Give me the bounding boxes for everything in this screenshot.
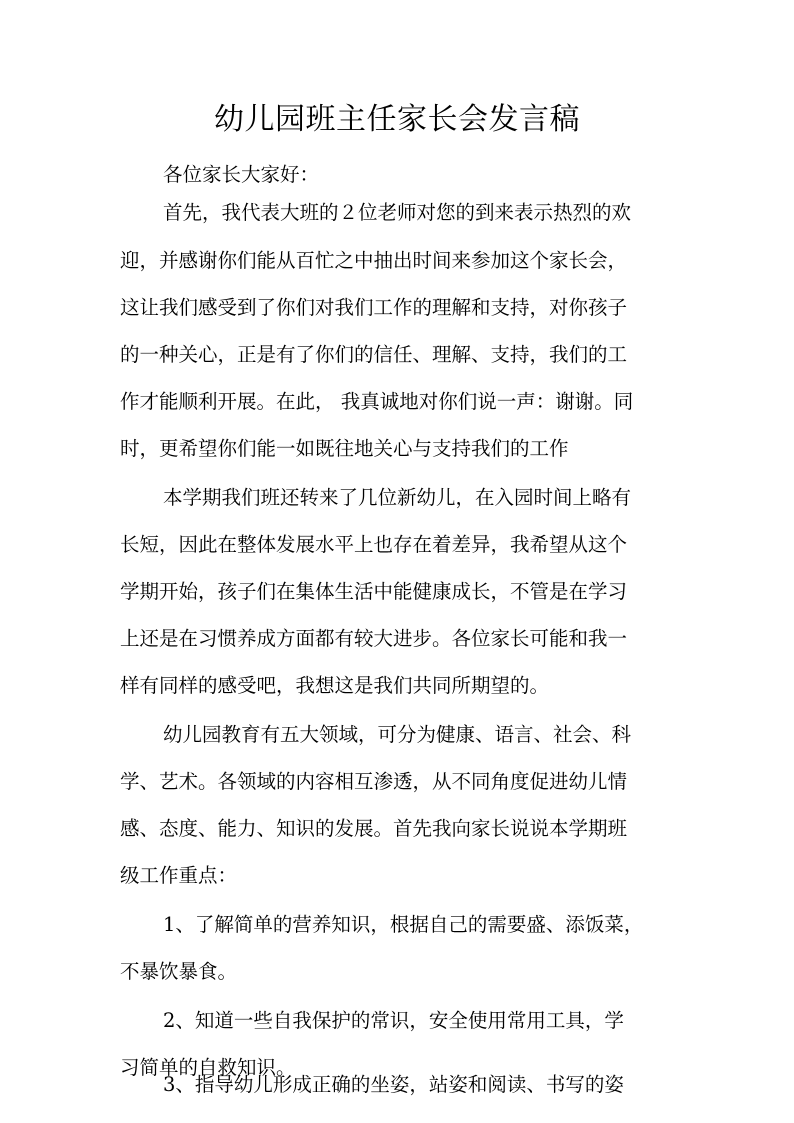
paragraph-1-line-1: 首先，我代表大班的２位老师对您的到来表示热烈的欢 [163,201,632,224]
paragraph-3-line-2: 学、艺术。各领域的内容相互渗透，从不同角度促进幼儿情 [120,770,628,793]
greeting-line: 各位家长大家好： [163,163,320,186]
document-title: 幼儿园班主任家长会发言稿 [214,102,580,137]
list-item-2-line-2: 习简单的自救知识。 [120,1056,296,1079]
list-item-3-line-1: 3、指导幼儿形成正确的坐姿，站姿和阅读、书写的姿 [163,1073,624,1096]
list-item-2-line-1: 2、知道一些自我保护的常识，安全使用常用工具，学 [163,1009,624,1032]
paragraph-2-line-5: 样有同样的感受吧，我想这是我们共同所期望的。 [120,674,550,697]
paragraph-2-line-1: 本学期我们班还转来了几位新幼儿，在入园时间上略有 [163,486,632,509]
paragraph-1-line-2: 迎，并感谢你们能从百忙之中抽出时间来参加这个家长会， [120,249,628,272]
paragraph-2-line-3: 学期开始，孩子们在集体生活中能健康成长，不管是在学习 [120,580,628,603]
paragraph-3-line-4: 级工作重点： [120,864,238,887]
paragraph-2-line-2: 长短，因此在整体发展水平上也存在着差异，我希望从这个 [120,533,628,556]
list-item-1-line-2: 不暴饮暴食。 [120,960,238,983]
paragraph-1-line-6: 时，更希望你们能一如既往地关心与支持我们的工作 [120,437,569,460]
paragraph-2-line-4: 上还是在习惯养成方面都有较大进步。各位家长可能和我一 [120,627,628,650]
paragraph-3-line-3: 感、态度、能力、知识的发展。首先我向家长说说本学期班 [120,817,628,840]
paragraph-1-line-4: 的一种关心，正是有了你们的信任、理解、支持，我们的工 [120,343,628,366]
paragraph-3-line-1: 幼儿园教育有五大领域，可分为健康、语言、社会、科 [163,723,632,746]
paragraph-1-line-5: 作才能顺利开展。在此， 我真诚地对你们说一声：谢谢。同 [120,390,634,413]
list-item-1-line-1: 1、了解简单的营养知识，根据自己的需要盛、添饭菜， [163,913,644,936]
paragraph-1-line-3: 这让我们感受到了你们对我们工作的理解和支持，对你孩子 [120,296,628,319]
